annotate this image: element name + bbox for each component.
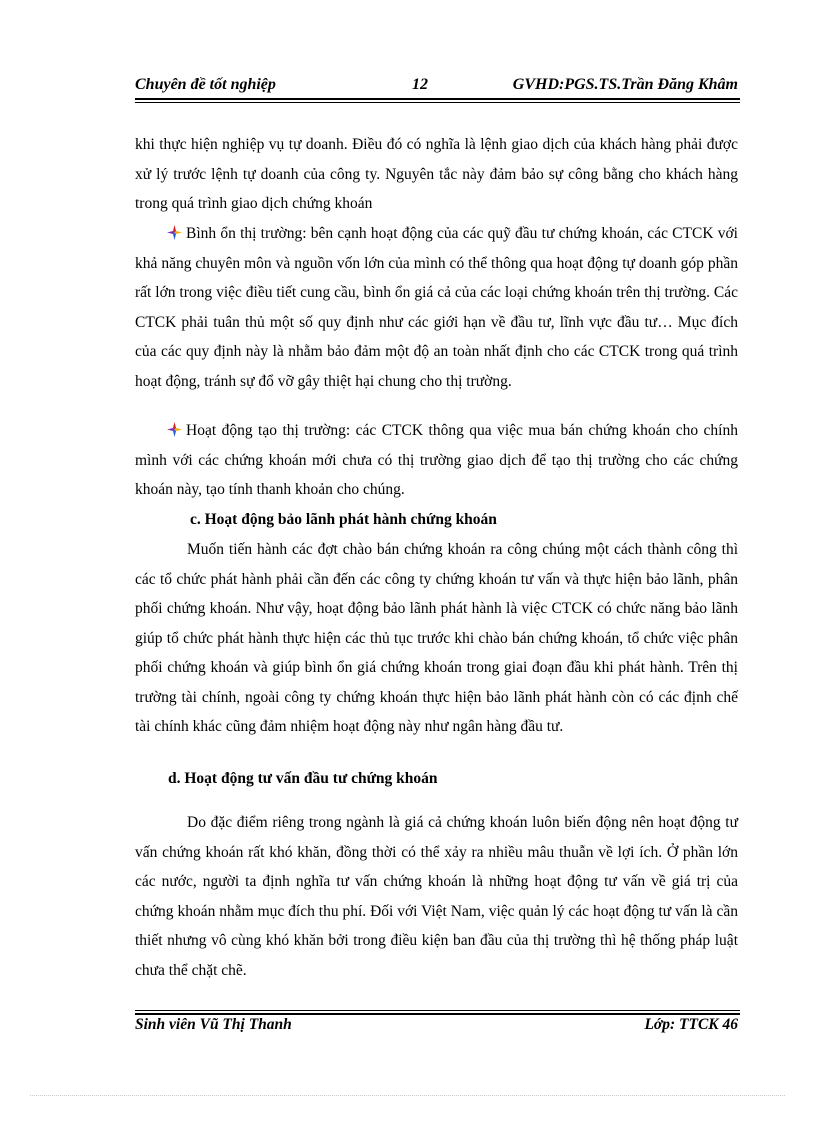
page-footer (135, 1016, 738, 1038)
star-bullet-icon (167, 422, 182, 437)
bullet-paragraph (135, 219, 738, 396)
pd-block (135, 808, 738, 985)
page-header (135, 74, 738, 98)
pc-block (135, 535, 738, 742)
page-number: 12 (412, 76, 428, 93)
footer-class: Lớp: TTCK 46 (644, 1016, 738, 1033)
heading-c-block (135, 505, 738, 535)
paragraph: khi thực hiện nghiệp vụ tự doanh. Điều đó có nghĩa là lệnh giao dịch của khách hàng phải được xử lý trước lệnh tự doanh của công ty. Nguyên tắc này đảm bảo sự công bằng cho khách hàng trong quá trình giao dịch chứng khoán (135, 136, 738, 212)
section-heading-c: c. Hoạt động bảo lãnh phát hành chứng khoán (190, 511, 497, 528)
bullet1-text: Bình ổn thị trường: bên cạnh hoạt động của các quỹ đầu tư chứng khoán, các CTCK với khả năng chuyên môn và nguồn vốn lớn của mình có thể thông qua hoạt động tự doanh góp phần rất lớn trong việc điều tiết cung cầu, bình ổn giá cả của các loại chứng khoán trên thị trường. Các CTCK phải tuân thủ một số quy định như các giới hạn về đầu tư, lĩnh vực đầu tư… Mục đích của các quy định này là nhằm bảo đảm một độ an toàn nhất định cho các CTCK trong quá trình hoạt động, tránh sự đổ vỡ gây thiệt hại chung cho thị trường. (135, 225, 738, 390)
section-heading-d: d. Hoạt động tư vấn đầu tư chứng khoán (168, 770, 438, 787)
bullet1-block (135, 219, 738, 396)
star-bullet-icon (167, 225, 182, 240)
p1-block (135, 130, 738, 219)
footer-rule (135, 1010, 740, 1015)
bullet2-text: Hoạt động tạo thị trường: các CTCK thông qua việc mua bán chứng khoán cho chính mình với các chứng khoán mới chưa có thị trường giao dịch để tạo thị trường cho các chứng khoán này, tạo tính thanh khoản cho chúng. (135, 422, 738, 498)
bullet2-block (135, 416, 738, 505)
paragraph: Muốn tiến hành các đợt chào bán chứng khoán ra công chúng một cách thành công thì các tổ chức phát hành phải cần đến các công ty chứng khoán tư vấn và thực hiện bảo lãnh, phân phối chứng khoán. Như vậy, hoạt động bảo lãnh phát hành là việc CTCK có chức năng bảo lãnh giúp tổ chức phát hành thực hiện các thủ tục trước khi chào bán chứng khoán, tổ chức việc phân phối chứng khoán và giúp bình ổn giá chứng khoán trong giai đoạn đầu khi phát hành. Trên thị trường tài chính, ngoài công ty chứng khoán thực hiện bảo lãnh phát hành còn có các định chế tài chính khác cũng đảm nhiệm hoạt động này như ngân hàng đầu tư. (135, 541, 738, 735)
header-rule (135, 98, 740, 103)
bullet-paragraph (135, 416, 738, 505)
heading-d-block (135, 764, 738, 794)
paragraph: Do đặc điểm riêng trong ngành là giá cả chứng khoán luôn biến động nên hoạt động tư vấn chứng khoán rất khó khăn, đồng thời có thể xảy ra nhiều mâu thuẫn về lợi ích. Ở phần lớn các nước, người ta định nghĩa tư vấn chứng khoán là những hoạt động tư vấn về giá trị của chứng khoán nhằm mục đích thu phí. Đối với Việt Nam, việc quản lý các hoạt động tư vấn là cần thiết nhưng vô cùng khó khăn bởi trong điều kiện ban đầu của thị trường thì hệ thống pháp luật chưa thể chặt chẽ. (135, 814, 738, 979)
header-advisor: GVHD:PGS.TS.Trần Đăng Khâm (512, 76, 738, 93)
header-title: Chuyên đề tốt nghiệp (135, 76, 276, 93)
footer-student: Sinh viên Vũ Thị Thanh (135, 1016, 292, 1033)
page-edge-dotted-line (30, 1095, 785, 1096)
